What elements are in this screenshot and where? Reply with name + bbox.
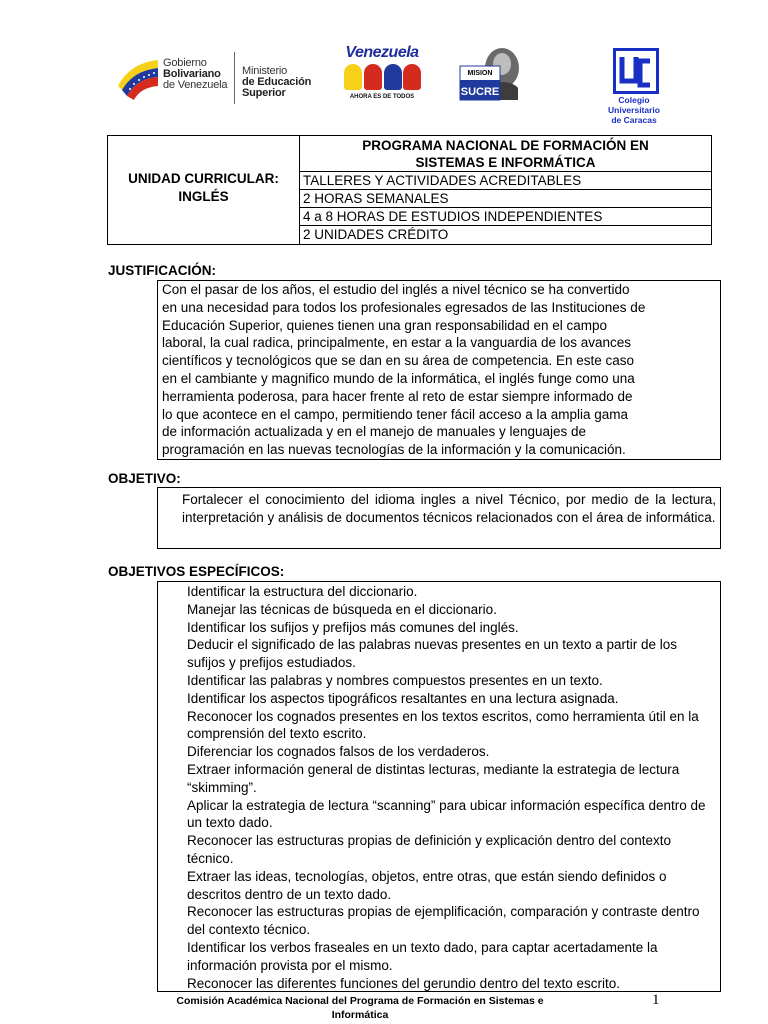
gobierno-text <box>163 58 227 91</box>
list-item: Manejar las técnicas de búsqueda en el diccionario. <box>187 601 497 617</box>
list-item: Diferenciar los cognados falsos de los verdaderos. <box>187 744 490 760</box>
text-line: Educación Superior, quienes tienen una gran responsabilidad en el campo <box>162 317 608 333</box>
program-title-line-1: PROGRAMA NACIONAL DE FORMACIÓN EN <box>362 138 649 153</box>
figure-icon <box>384 64 402 90</box>
ministerio-line-1: Ministerio <box>242 65 288 77</box>
list-item: Reconocer los cognados presentes en los textos escritos, como herramienta útil en la comprensión del texto escrito. <box>187 708 699 742</box>
text-line: de información actualizada y en el manejo de manuales y lenguajes de <box>162 424 587 440</box>
table-row: 2 UNIDADES CRÉDITO <box>303 227 449 242</box>
colegio-name <box>596 95 672 125</box>
text-line: programación en las nuevas tecnologías de la información y la comunicación. <box>162 442 626 458</box>
venezuela-flag-icon <box>116 56 160 100</box>
gobierno-line-3: de Venezuela <box>163 79 228 91</box>
text-line: en el cambiante y magnifico mundo de la informática, el inglés funge como una <box>162 370 635 386</box>
venezuela-slogan: AHORA ES DE TODOS <box>349 94 415 100</box>
sucre-text: SUCRE <box>460 86 500 98</box>
list-item: Extraer información general de distintas lecturas, mediante la estrategia de lectura “skimming”. <box>187 761 680 795</box>
logo-divider <box>234 52 235 104</box>
justificacion-box <box>157 280 721 460</box>
figure-icon <box>344 64 362 90</box>
figure-icon <box>403 64 421 90</box>
list-item: Aplicar la estrategia de lectura “scanning” para ubicar información específica dentro de un texto dado. <box>187 797 706 831</box>
program-title-cell <box>300 136 711 172</box>
list-item: Identificar los sufijos y prefijos más comunes del inglés. <box>187 619 519 635</box>
list-item: Identificar la estructura del diccionario. <box>187 584 418 599</box>
text-line: laboral, la cual radica, principalmente, en estar a la vanguardia de los avances <box>162 335 632 351</box>
objetivo-heading: OBJETIVO: <box>108 471 181 486</box>
objetivo-box <box>157 487 721 549</box>
unidad-curricular-label: UNIDAD CURRICULAR: <box>128 171 279 186</box>
list-item: Identificar los verbos fraseales en un texto dado, para captar acertadamente la información provista por el mismo. <box>187 939 658 973</box>
unidad-curricular-cell <box>108 136 300 244</box>
text-line: en una necesidad para todos los profesionales egresados de las Instituciones de <box>162 299 646 315</box>
list-item: Extraer las ideas, tecnologías, objetos, entre otras, que están siendo definidos o descritos dentro de un texto dado. <box>187 868 667 902</box>
gobierno-line-1: Gobierno <box>163 57 207 69</box>
text-line: Con el pasar de los años, el estudio del inglés a nivel técnico se ha convertido <box>162 282 630 297</box>
text-line: lo que acontece en el campo, permitiendo tener fácil acceso a la amplia gama <box>162 406 629 422</box>
mision-sucre-logo <box>456 44 528 108</box>
list-item: Reconocer las estructuras propias de ejemplificación, comparación y contraste dentro del contexto técnico. <box>187 904 700 938</box>
course-name: INGLÉS <box>178 189 229 204</box>
colegio-line-2: de Caracas <box>611 115 657 125</box>
footer-text <box>120 994 600 1022</box>
mision-sucre-emblem-icon <box>456 44 528 108</box>
gobierno-bolivariano-logo <box>116 52 316 104</box>
ministerio-line-2: de Educación <box>242 76 312 88</box>
cuc-emblem-icon <box>613 48 659 94</box>
objetivo-text: Fortalecer el conocimiento del idioma ingles a nivel Técnico, por medio de la lectura, interpretación y análisis de documentos técnicos relacionados con el área de informática. <box>182 492 716 525</box>
program-title-line-2: SISTEMAS E INFORMÁTICA <box>415 155 596 170</box>
gobierno-line-2: Bolivariano <box>163 68 221 80</box>
list-item: Deducir el significado de las palabras nuevas presentes en un texto a partir de los sufijos y prefijos estudiados. <box>187 637 678 671</box>
table-row: TALLERES Y ACTIVIDADES ACREDITABLES <box>300 172 711 190</box>
list-item: Identificar los aspectos tipográficos resaltantes en una lectura asignada. <box>187 690 619 706</box>
colegio-line-1: Colegio Universitario <box>608 95 660 115</box>
list-item: Reconocer las diferentes funciones del gerundio dentro del texto escrito. <box>187 975 621 991</box>
venezuela-ahora-es-de-todos-logo <box>340 44 424 108</box>
page-number: 1 <box>652 992 660 1008</box>
table-row: 4 a 8 HORAS DE ESTUDIOS INDEPENDIENTES <box>300 208 711 226</box>
colegio-universitario-logo <box>596 44 676 125</box>
text-line: científicos y tecnológicos que se dan en su área de competencia. En este caso <box>162 353 635 369</box>
footer-line-1: Comisión Académica Nacional del Programa de Formación en Sistemas e <box>176 995 544 1007</box>
ministerio-text <box>242 66 311 99</box>
footer-line-2: Informática <box>331 1009 389 1021</box>
curriculum-table <box>107 135 712 245</box>
objetivos-especificos-box <box>157 581 721 992</box>
text-line: herramienta poderosa, para hacer frente al reto de estar siempre informado de <box>162 388 633 404</box>
justificacion-heading: JUSTIFICACIÓN: <box>108 263 216 278</box>
venezuela-word: Venezuela <box>345 44 419 61</box>
table-row: 2 HORAS SEMANALES <box>300 190 711 208</box>
figure-icon <box>364 64 382 90</box>
ministerio-line-3: Superior <box>242 87 286 99</box>
objetivos-especificos-heading: OBJETIVOS ESPECÍFICOS: <box>108 564 285 579</box>
list-item: Reconocer las estructuras propias de definición y explicación dentro del contexto técnico. <box>187 833 672 866</box>
list-item: Identificar las palabras y nombres compuestos presentes en un texto. <box>187 672 603 688</box>
mision-text: MISION <box>467 70 493 77</box>
